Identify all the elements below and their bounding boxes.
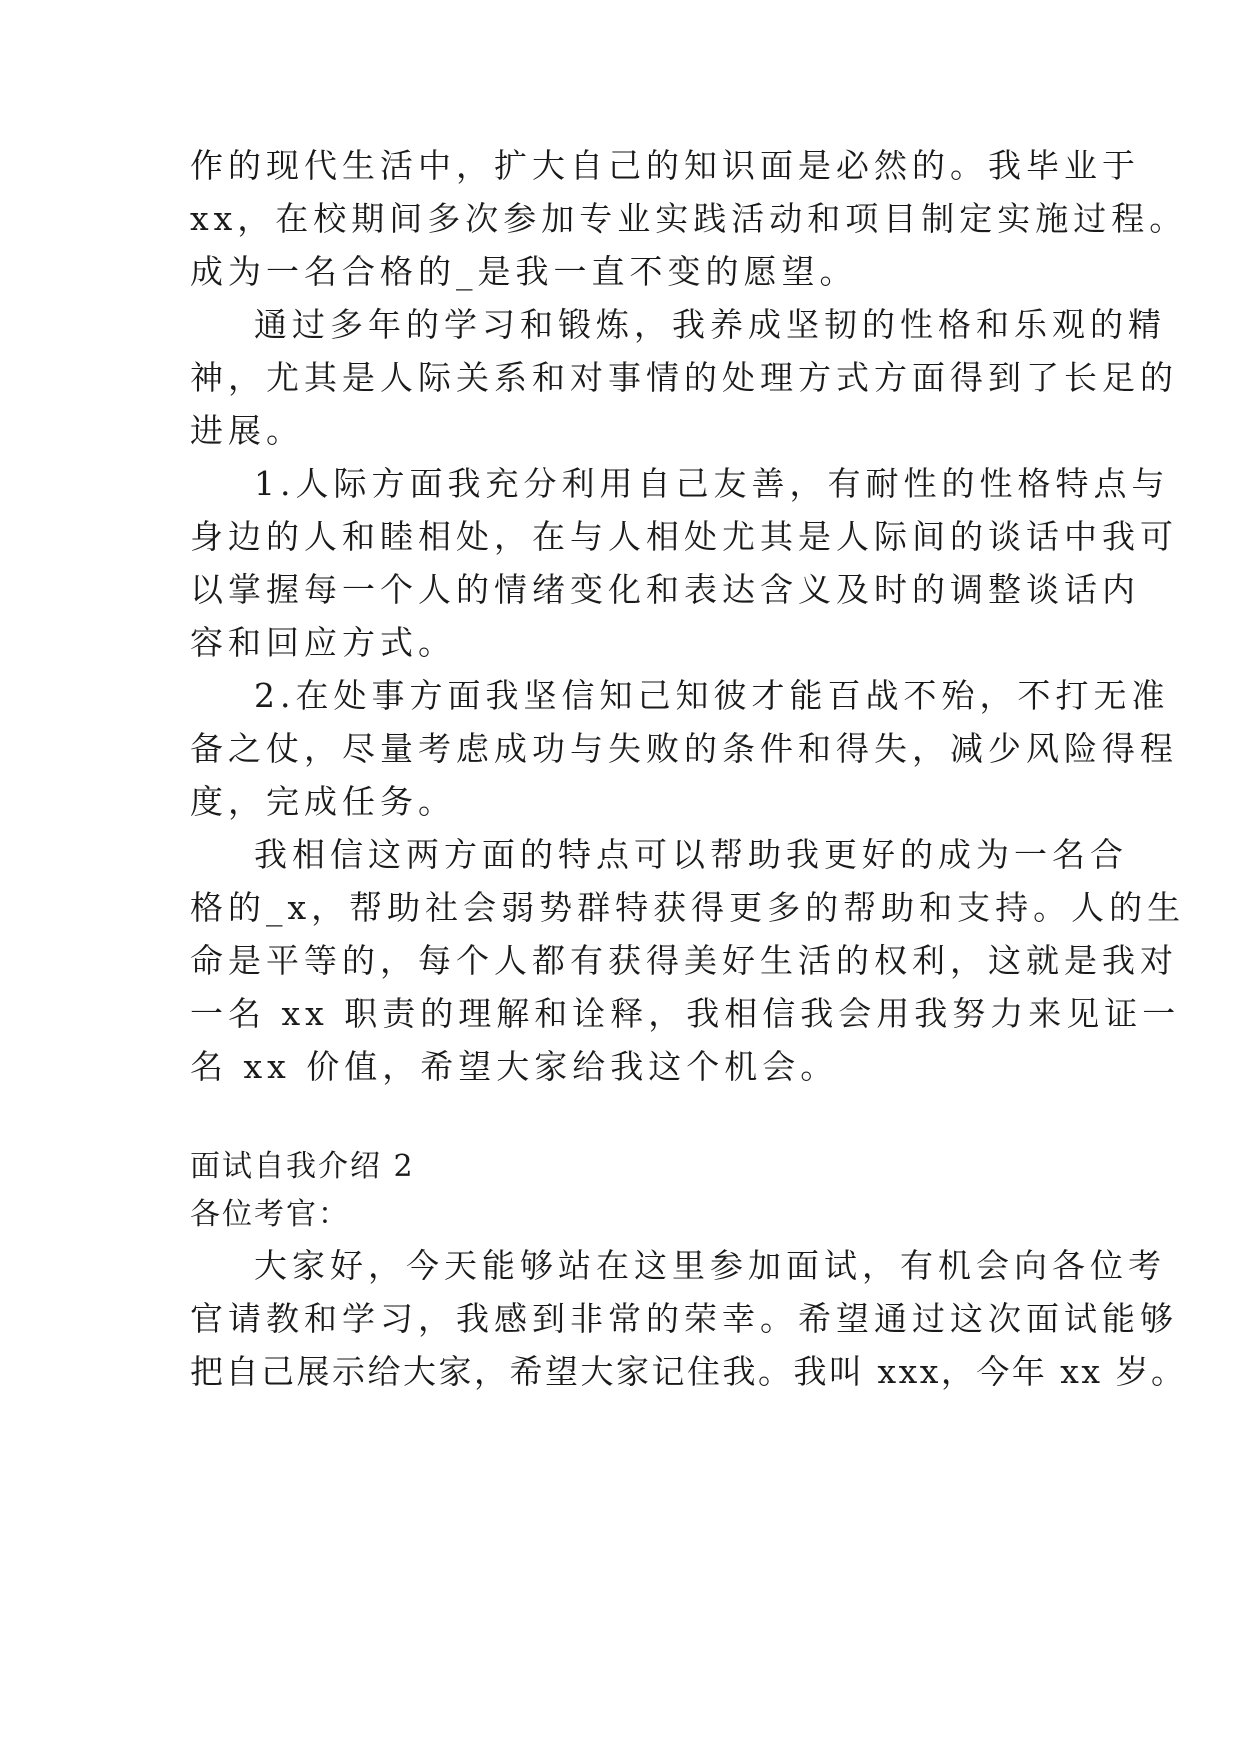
paragraph-line: 成为一名合格的_是我一直不变的愿望。 [190, 252, 858, 291]
paragraph-line: 命是平等的，每个人都有获得美好生活的权利，这就是我对 [190, 941, 1178, 980]
paragraph-line: 进展。 [190, 411, 304, 450]
paragraph-line: 名 xx 价值，希望大家给我这个机会。 [190, 1047, 839, 1086]
paragraph-line: 一名 xx 职责的理解和诠释，我相信我会用我努力来见证一 [190, 994, 1181, 1033]
paragraph-line: 容和回应方式。 [190, 623, 456, 662]
paragraph-line: 大家好，今天能够站在这里参加面试，有机会向各位考 [254, 1246, 1166, 1285]
paragraph-line: 把自己展示给大家，希望大家记住我。我叫 xxx，今年 xx 岁。 [190, 1352, 1187, 1391]
paragraph-line: 官请教和学习，我感到非常的荣幸。希望通过这次面试能够 [190, 1299, 1178, 1338]
paragraph-line: 1.人际方面我充分利用自己友善，有耐性的性格特点与 [254, 464, 1170, 503]
paragraph-line: 备之仗，尽量考虑成功与失败的条件和得失，减少风险得程 [190, 729, 1178, 768]
paragraph-line: 身边的人和睦相处，在与人相处尤其是人际间的谈话中我可 [190, 517, 1178, 556]
paragraph-line: xx，在校期间多次参加专业实践活动和项目制定实施过程。 [190, 199, 1188, 238]
paragraph-line: 神，尤其是人际关系和对事情的处理方式方面得到了长足的 [190, 358, 1178, 397]
paragraph-line: 以掌握每一个人的情绪变化和表达含义及时的调整谈话内 [190, 570, 1140, 609]
paragraph-line: 通过多年的学习和锻炼，我养成坚韧的性格和乐观的精 [254, 305, 1166, 344]
section-heading: 面试自我介绍 2 [190, 1149, 415, 1184]
paragraph-line: 格的_x，帮助社会弱势群特获得更多的帮助和支持。人的生 [190, 888, 1186, 927]
paragraph-line: 作的现代生活中，扩大自己的知识面是必然的。我毕业于 [190, 146, 1140, 185]
paragraph-line: 2.在处事方面我坚信知己知彼才能百战不殆，不打无准 [254, 676, 1170, 715]
paragraph-line: 我相信这两方面的特点可以帮助我更好的成为一名合 [254, 835, 1128, 874]
paragraph-line: 度，完成任务。 [190, 782, 456, 821]
salutation: 各位考官： [190, 1197, 350, 1232]
